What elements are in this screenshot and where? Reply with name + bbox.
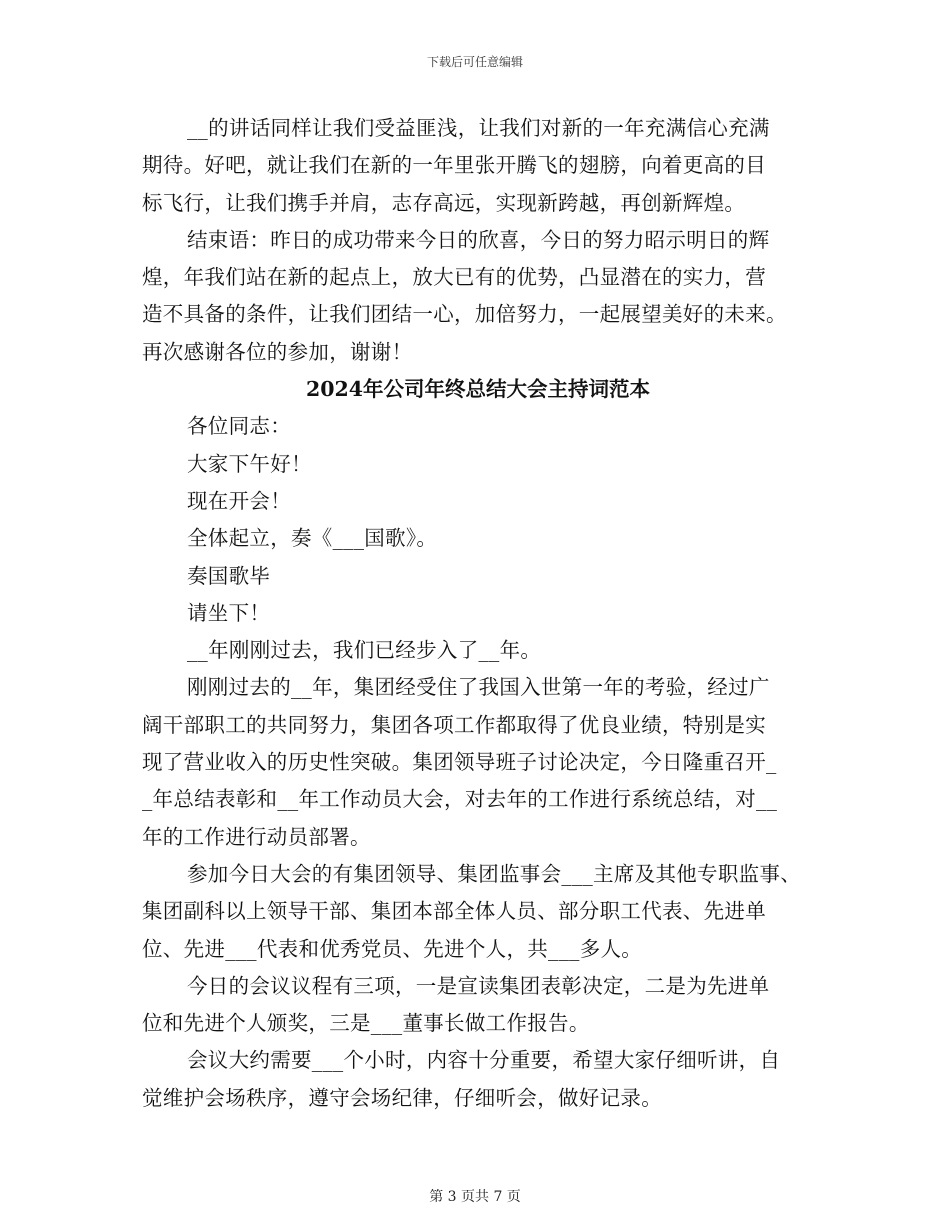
text-line: 觉维护会场秩序，遵守会场纪律，仔细听会，做好记录。 (142, 1085, 662, 1110)
document-body (142, 110, 814, 1117)
page-footer: 第 3 页共 7 页 (429, 1189, 521, 1205)
text-line: 造不具备的条件，让我们团结一心，加倍努力，一起展望美好的未来。 (142, 302, 787, 327)
text-line: 集团副科以上领导干部、集团本部全体人员、部分职工代表、先进单 (142, 899, 766, 924)
paragraph-block-2 (142, 408, 814, 1117)
text-line: 全体起立，奏《___国歌》。 (187, 526, 438, 551)
text-line: 位、先进___代表和优秀党员、先进个人，共___多人。 (142, 936, 643, 961)
text-line: __年刚刚过去，我们已经步入了__年。 (187, 638, 542, 663)
text-line: _年总结表彰和__年工作动员大会，对去年的工作进行系统总结，对__ (142, 787, 778, 812)
text-line: 阔干部职工的共同努力，集团各项工作都取得了优良业绩，特别是实 (142, 712, 766, 737)
text-line: 参加今日大会的有集团领导、集团监事会___主席及其他专职监事、 (187, 861, 802, 886)
page-header: 下载后可任意编辑 (426, 55, 523, 69)
text-line: 大家下午好！ (187, 451, 312, 476)
text-line: 奏国歌毕 (187, 563, 271, 588)
text-line: 年的工作进行动员部署。 (142, 824, 371, 849)
text-line: 再次感谢各位的参加，谢谢！ (142, 339, 413, 364)
text-line: 各位同志： (187, 414, 291, 439)
paragraph-block-1 (142, 110, 814, 371)
text-line: 标飞行，让我们携手并肩，志存高远，实现新跨越，再创新辉煌。 (142, 190, 746, 215)
text-line: 现了营业收入的历史性突破。集团领导班子讨论决定，今日隆重召开_ (142, 750, 777, 775)
text-line: 刚刚过去的__年，集团经受住了我国入世第一年的考验，经过广 (187, 675, 770, 700)
text-line: 现在开会！ (187, 488, 291, 513)
text-line: 期待。好吧，就让我们在新的一年里张开腾飞的翅膀，向着更高的目 (142, 153, 766, 178)
text-line: 结束语：昨日的成功带来今日的欣喜，今日的努力昭示明日的辉 (187, 227, 770, 252)
text-line: 请坐下！ (187, 600, 271, 625)
text-line: 会议大约需要___个小时，内容十分重要，希望大家仔细听讲，自 (187, 1048, 781, 1073)
text-line: 位和先进个人颁奖，三是___董事长做工作报告。 (142, 1011, 590, 1036)
text-line: 煌，年我们站在新的起点上，放大已有的优势，凸显潜在的实力，营 (142, 265, 766, 290)
text-line: __的讲话同样让我们受益匪浅，让我们对新的一年充满信心充满 (187, 116, 770, 140)
section-title: 2024年公司年终总结大会主持词范本 (305, 377, 651, 402)
text-line: 今日的会议议程有三项，一是宣读集团表彰决定，二是为先进单 (187, 973, 770, 998)
